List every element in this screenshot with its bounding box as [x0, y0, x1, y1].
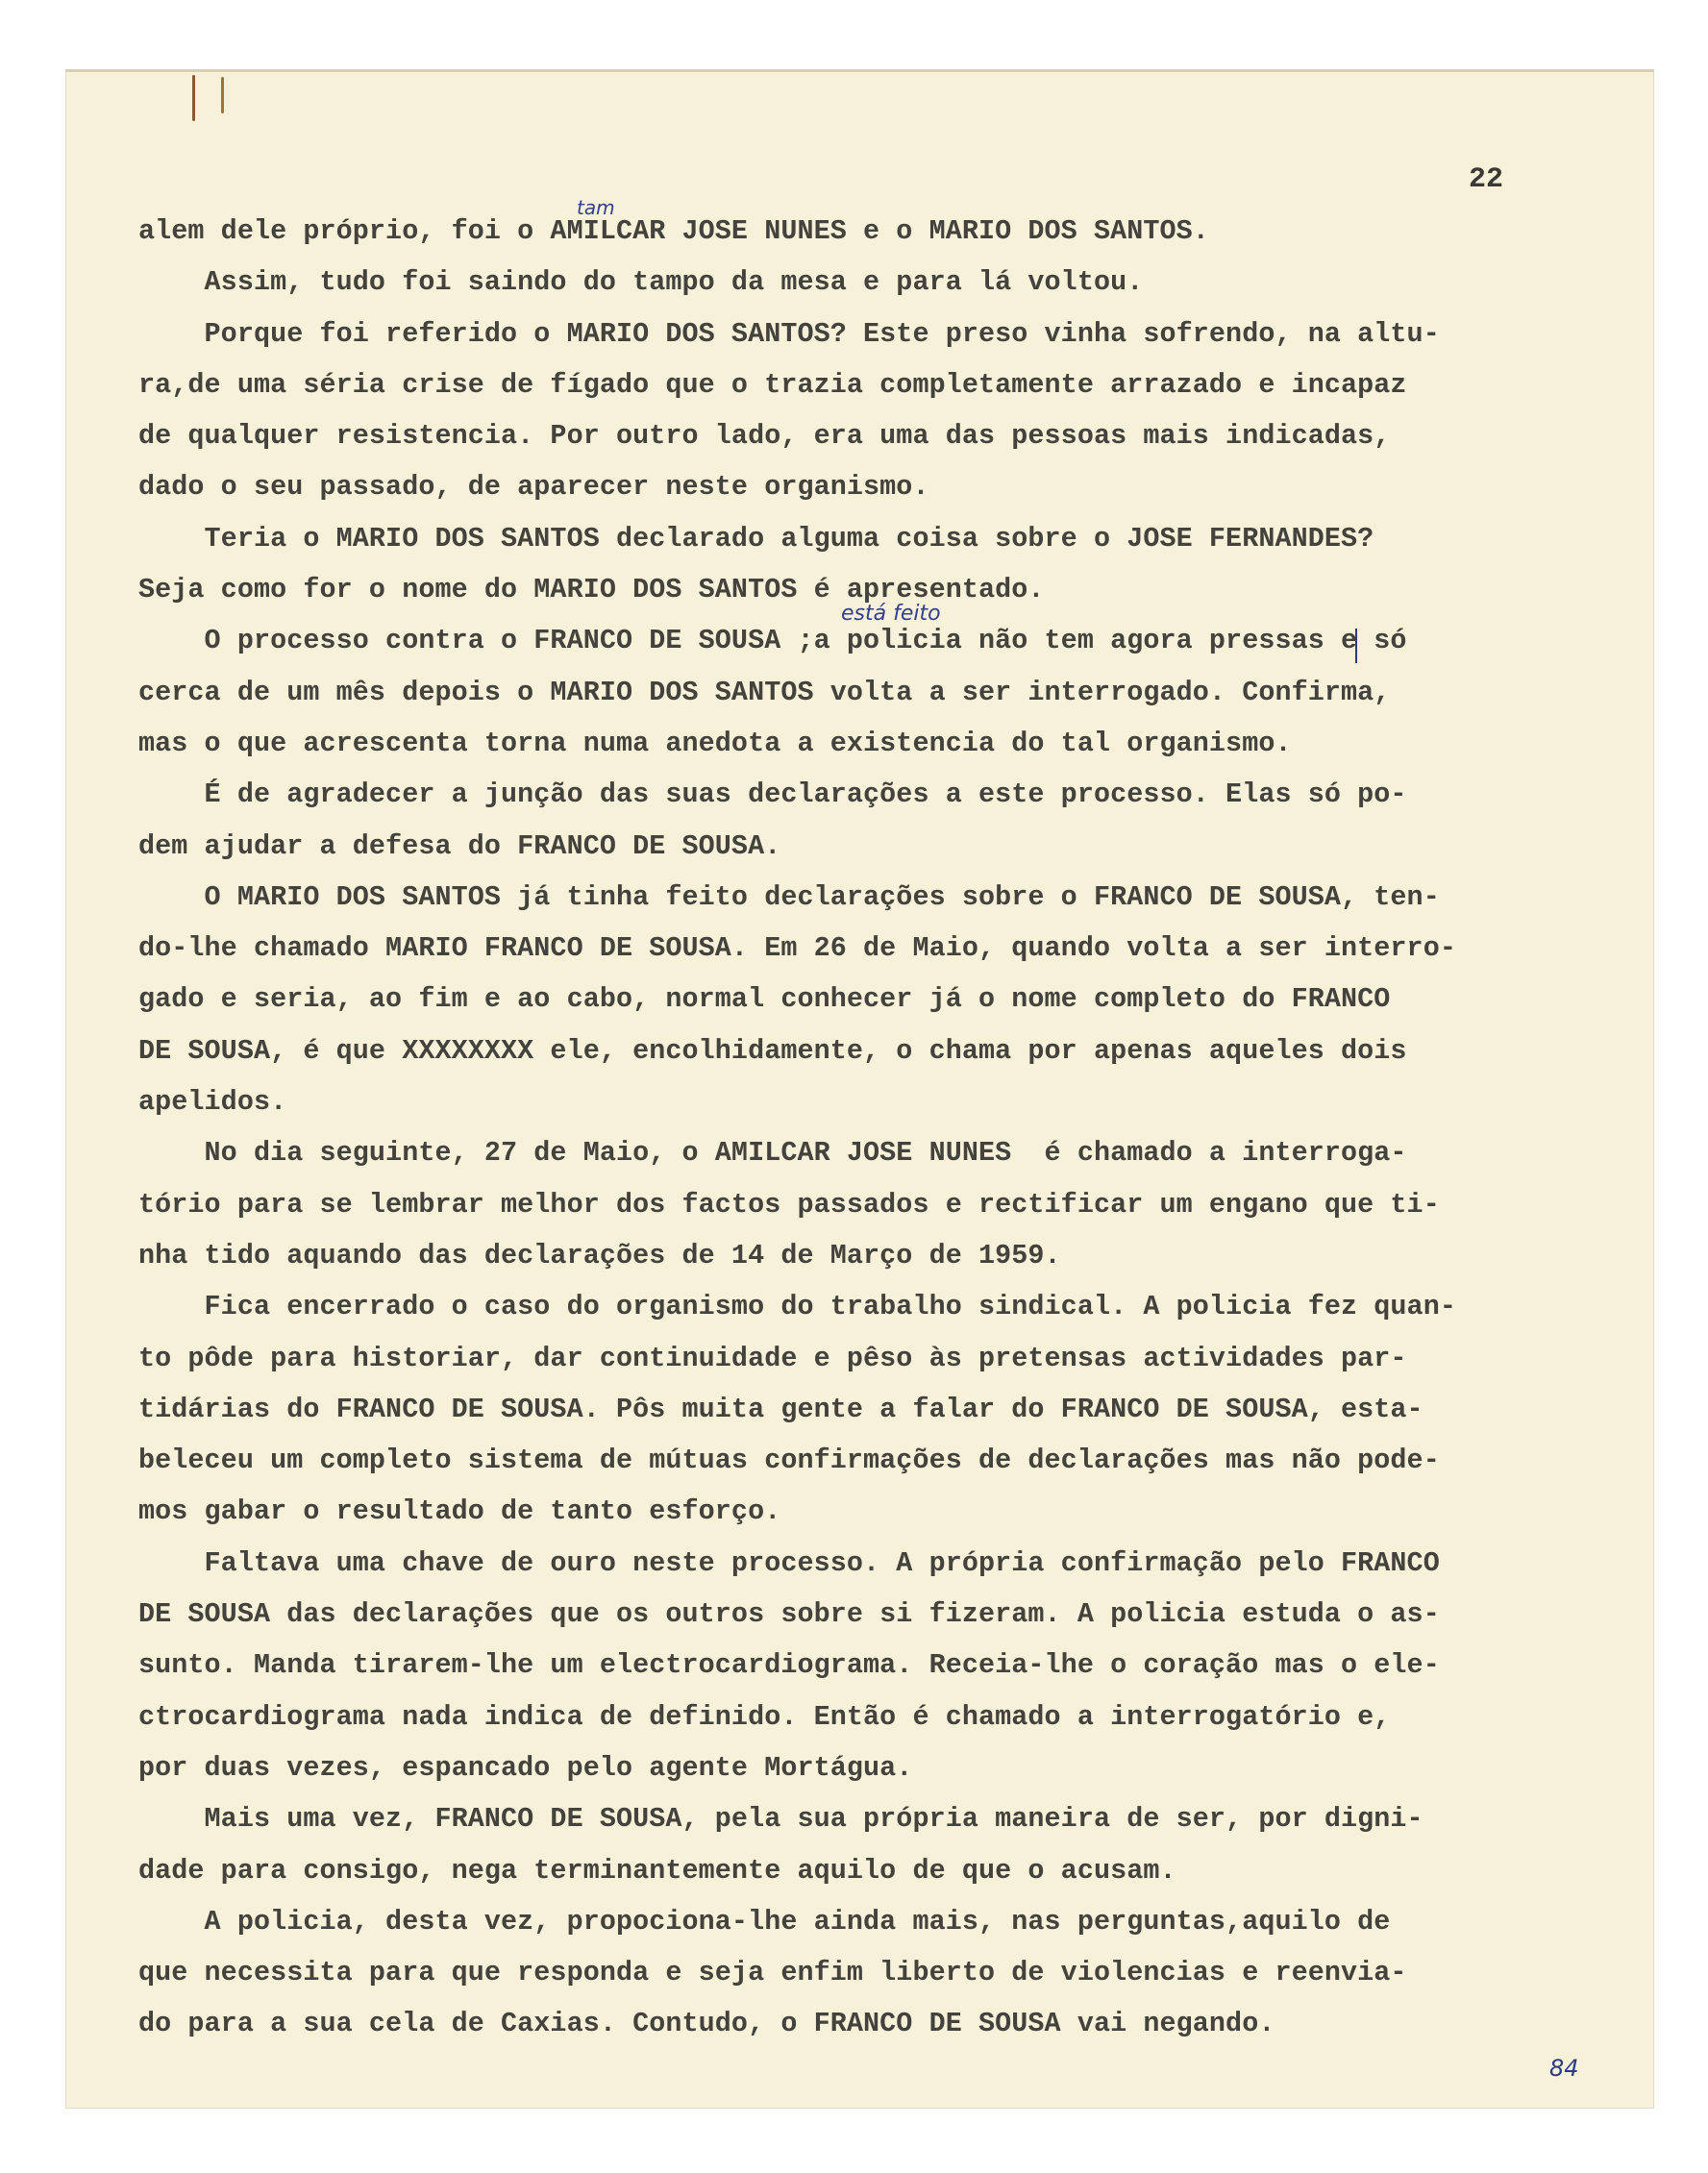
- text-line: dade para consigo, nega terminantemente aquilo de que o acusam.: [138, 1854, 1176, 1887]
- body-text: [138, 206, 1638, 2050]
- text-line: Porque foi referido o MARIO DOS SANTOS? Este preso vinha sofrendo, na altu-: [138, 317, 1440, 350]
- text-line: cerca de um mês depois o MARIO DOS SANTOS volta a ser interrogado. Confirma,: [138, 676, 1391, 708]
- page-edge: [65, 69, 1654, 72]
- text-line: tidárias do FRANCO DE SOUSA. Pôs muita gente a falar do FRANCO DE SOUSA, esta-: [138, 1393, 1423, 1425]
- text-line: tório para se lembrar melhor dos factos passados e rectificar um engano que ti-: [138, 1188, 1440, 1221]
- text-line: to pôde para historiar, dar continuidade e pêso às pretensas actividades par-: [138, 1342, 1407, 1374]
- text-line: Teria o MARIO DOS SANTOS declarado alguma coisa sobre o JOSE FERNANDES?: [138, 522, 1374, 555]
- text-line: Seja como for o nome do MARIO DOS SANTOS é apresentado.: [138, 574, 1045, 606]
- text-line: apelidos.: [138, 1086, 287, 1119]
- text-line: mos gabar o resultado de tanto esforço.: [138, 1495, 781, 1528]
- text-line: dem ajudar a defesa do FRANCO DE SOUSA.: [138, 829, 781, 862]
- text-line: sunto. Manda tirarem-lhe um electrocardiograma. Receia-lhe o coração mas o ele-: [138, 1649, 1440, 1682]
- text-line: DE SOUSA, é que XXXXXXXX ele, encolhidamente, o chama por apenas aqueles dois: [138, 1034, 1407, 1067]
- text-line: por duas vezes, espancado pelo agente Mortágua.: [138, 1751, 913, 1784]
- text-line: No dia seguinte, 27 de Maio, o AMILCAR JOSE NUNES é chamado a interroga-: [138, 1137, 1407, 1170]
- text-line: O processo contra o FRANCO DE SOUSA ;a policia não tem agora pressas e só: [138, 625, 1407, 657]
- text-line: Faltava uma chave de ouro neste processo. A própria confirmação pelo FRANCO: [138, 1546, 1440, 1579]
- staple-mark: [221, 77, 224, 113]
- text-line: É de agradecer a junção das suas declarações a este processo. Elas só po-: [138, 778, 1407, 811]
- text-line: ctrocardiograma nada indica de definido. Então é chamado a interrogatório e,: [138, 1700, 1391, 1733]
- text-line: beleceu um completo sistema de mútuas confirmações de declarações mas não pode-: [138, 1445, 1440, 1477]
- text-line: alem dele próprio, foi o AMILCAR JOSE NUNES e o MARIO DOS SANTOS.: [138, 215, 1209, 247]
- text-line: dado o seu passado, de aparecer neste organismo.: [138, 471, 929, 504]
- page-number: 22: [1469, 163, 1504, 196]
- text-line: Assim, tudo foi saindo do tampo da mesa e para lá voltou.: [138, 266, 1144, 299]
- text-line: Mais uma vez, FRANCO DE SOUSA, pela sua própria maneira de ser, por digni-: [138, 1803, 1423, 1836]
- text-line: do-lhe chamado MARIO FRANCO DE SOUSA. Em 26 de Maio, quando volta a ser interro-: [138, 932, 1456, 965]
- text-line: A policia, desta vez, propociona-lhe ainda mais, nas perguntas,aquilo de: [138, 1905, 1391, 1938]
- text-line: que necessita para que responda e seja enfim liberto de violencias e reenvia-: [138, 1957, 1407, 1989]
- text-line: de qualquer resistencia. Por outro lado, era uma das pessoas mais indicadas,: [138, 420, 1391, 453]
- text-line: Fica encerrado o caso do organismo do trabalho sindical. A policia fez quan-: [138, 1291, 1456, 1323]
- text-line: gado e seria, ao fim e ao cabo, normal conhecer já o nome completo do FRANCO: [138, 983, 1391, 1016]
- text-line: DE SOUSA das declarações que os outros sobre si fizeram. A policia estuda o as-: [138, 1598, 1440, 1631]
- text-line: O MARIO DOS SANTOS já tinha feito declarações sobre o FRANCO DE SOUSA, ten-: [138, 880, 1440, 913]
- staple-mark: [192, 75, 195, 121]
- archive-number: 84: [1549, 2055, 1579, 2082]
- text-line: mas o que acrescenta torna numa anedota a existencia do tal organismo.: [138, 727, 1292, 759]
- text-line: do para a sua cela de Caxias. Contudo, o FRANCO DE SOUSA vai negando.: [138, 2008, 1275, 2040]
- handwritten-annotation: está feito: [841, 602, 941, 626]
- handwritten-annotation: tam: [577, 196, 615, 219]
- text-line: ra,de uma séria crise de fígado que o trazia completamente arrazado e incapaz: [138, 368, 1407, 401]
- text-line: nha tido aquando das declarações de 14 de Março de 1959.: [138, 1239, 1061, 1272]
